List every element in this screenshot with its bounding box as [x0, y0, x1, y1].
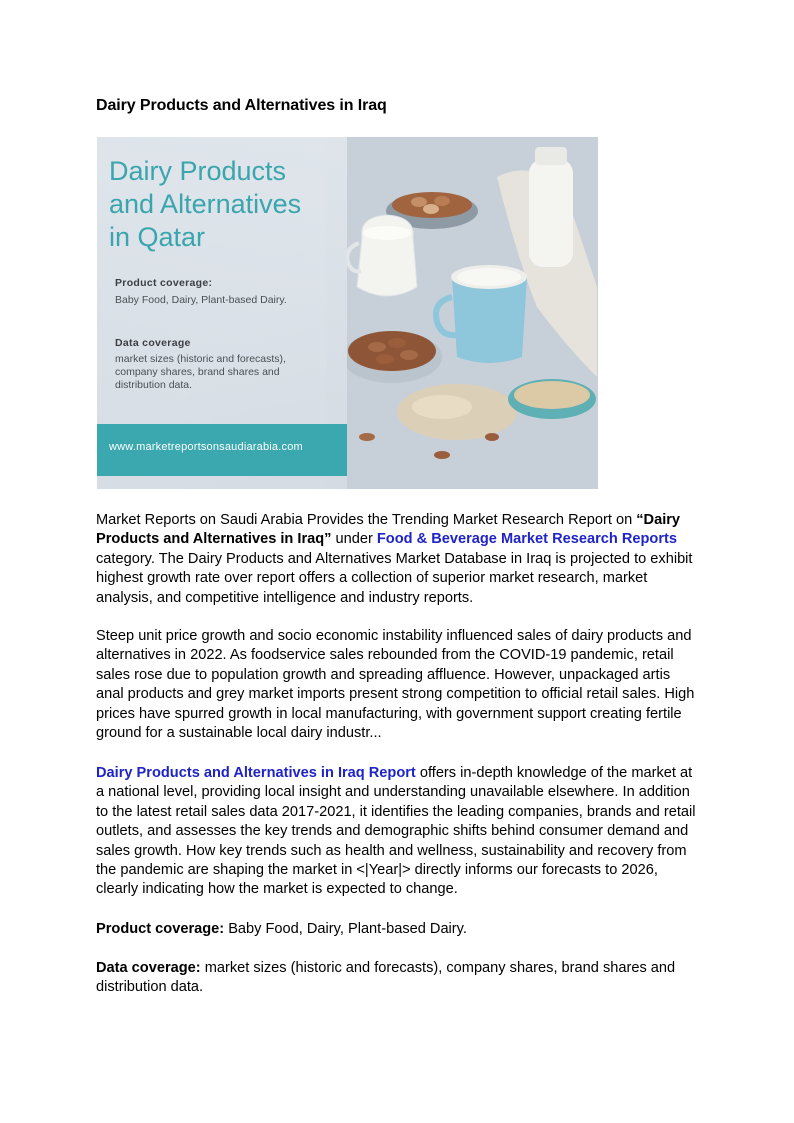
banner-product-text: Baby Food, Dairy, Plant-based Dairy. [115, 294, 287, 306]
banner-data-text: market sizes (historic and forecasts), company shares, brand shares and distribution data. [115, 353, 286, 391]
page-title: Dairy Products and Alternatives in Iraq [96, 97, 387, 114]
banner-data-heading: Data coverage [115, 337, 191, 349]
report-description-paragraph: Dairy Products and Alternatives in Iraq Report offers in-depth knowledge of the market at a national level, providing local insight and understanding unavailable elsewhere. In addition to the latest retail sales data 2017-2021, it identifies the leading companies, brands and retail outlets, and assesses the key trends and demographic shifts behind consumer demand and sales growth. How key trends such as health and wellness, sustainability and recovery from the pandemic are shaping the market in <|Year|> directly informs our forecasts to 2026, clearly indicating how the market is expected to change. [96, 765, 696, 898]
category-link[interactable]: Food & Beverage Market Research Reports [376, 531, 677, 548]
report-link[interactable]: Dairy Products and Alternatives in Iraq Report [96, 765, 416, 781]
banner-title: Dairy Products and Alternatives in Qatar [109, 156, 302, 252]
report-banner-image [97, 137, 598, 489]
banner-url: www.marketreportsonsaudiarabia.com [109, 441, 303, 453]
intro-paragraph: Market Reports on Saudi Arabia Provides the Trending Market Research Report on “Dairy Products and Alternatives in Iraq” under Food & Beverage Market Research Reports category. The Dairy Products and Alternatives Market Database in Iraq is projected to exhibit highest growth rate over report offers a collection of superior market research, market analysis, and competitive intelligence and industry reports. [96, 512, 693, 606]
market-summary-paragraph: Steep unit price growth and socio economic instability influenced sales of dairy products and alternatives in 2022. As foodservice sales rebounded from the COVID-19 pandemic, retail sales rose due to population growth and spreading affluence. However, unpackaged artis anal products and grey market imports present strong competition to official retail sales. High prices have spurred growth in local manufacturing, with government support creating fertile ground for a sustainable local dairy industr... [96, 628, 695, 742]
product-coverage-line: Product coverage: Baby Food, Dairy, Plant-based Dairy. [96, 921, 467, 937]
banner-product-heading: Product coverage: [115, 277, 213, 289]
banner-url-bar [97, 424, 347, 476]
report-name: “Dairy Products and Alternatives in Iraq” [96, 512, 681, 548]
data-coverage-line: Data coverage: market sizes (historic and forecasts), company shares, brand shares and distribution data. [96, 960, 676, 996]
